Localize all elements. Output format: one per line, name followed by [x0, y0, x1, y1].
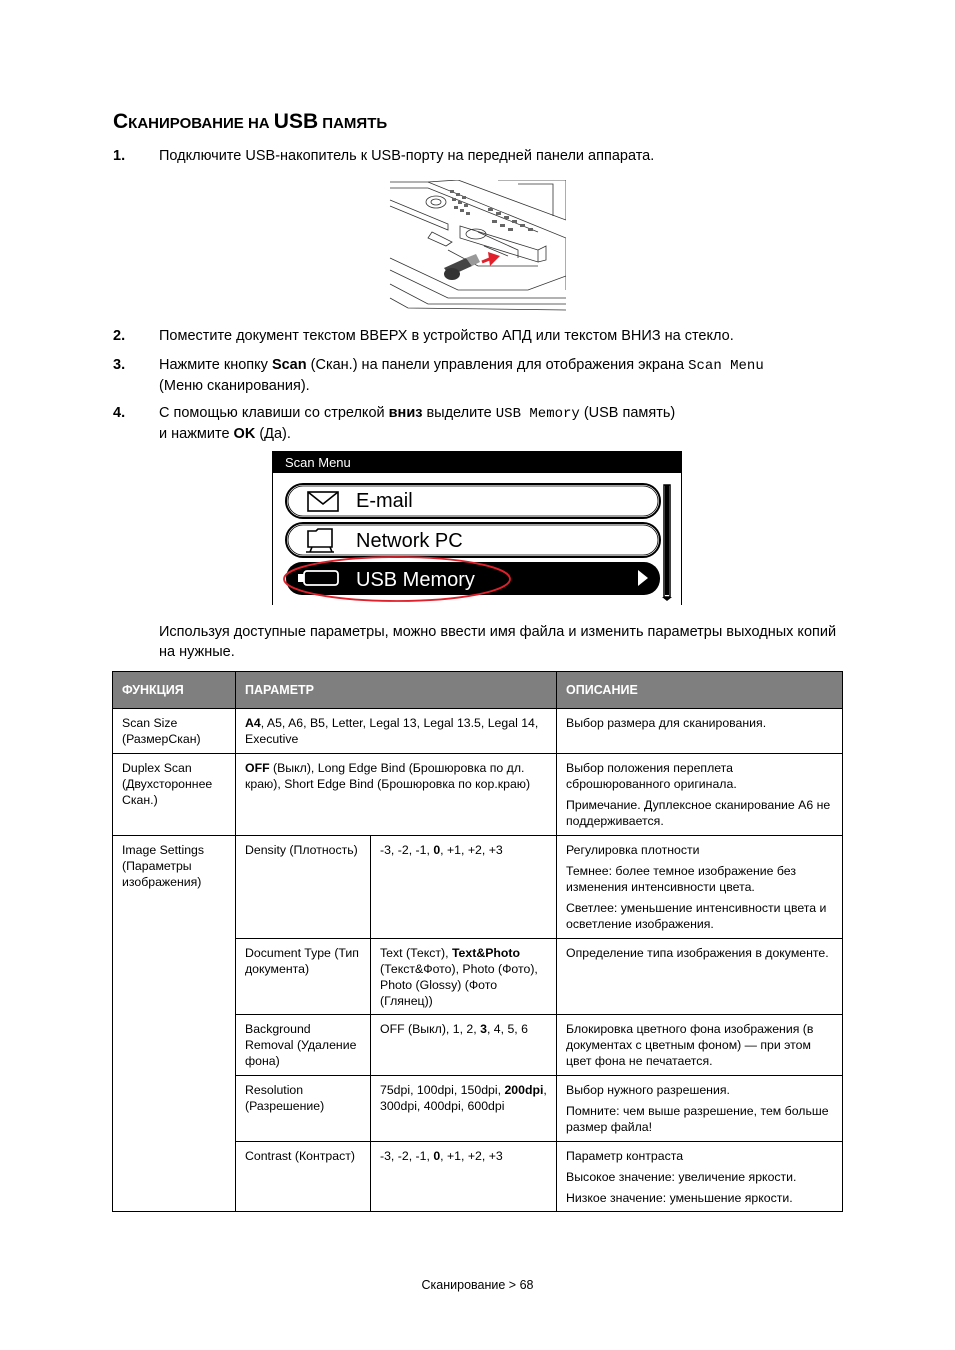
svg-text:USB Memory: USB Memory — [356, 569, 475, 591]
page-footer: Сканирование > 68 — [421, 1278, 534, 1292]
table-row: Document Type (Тип документа) Text (Текст), Text&Photo (Текст&Фото), Photo (Фото), Photo (Glossy) (Фото (Глянец)) Определение типа изображения в документе. — [113, 939, 843, 1015]
table-row: Contrast (Контраст) -3, -2, -1, 0, +1, +2, +3 Параметр контраста Высокое значение: увеличение яркости. Низкое значение: уменьшение яркости. — [113, 1142, 843, 1212]
table-header-row — [113, 672, 843, 709]
svg-text:Network PC: Network PC — [356, 530, 463, 552]
col-header-description: ОПИСАНИЕ — [557, 672, 843, 709]
scan-menu-screen — [272, 451, 682, 605]
table-row: Resolution (Разрешение) 75dpi, 100dpi, 150dpi, 200dpi, 300dpi, 400dpi, 600dpi Выбор нужного разрешения. Помните: чем выше разрешение, тем больше размер файла! — [113, 1076, 843, 1142]
intro-text: Используя доступные параметры, можно ввести имя файла и изменить параметры выходных копий на нужные. — [159, 624, 837, 660]
table-row: Background Removal (Удаление фона) OFF (Выкл), 1, 2, 3, 4, 5, 6 Блокировка цветного фона изображения (в документах с цветным фоном) — при этом цвет фона не печатается. — [113, 1015, 843, 1076]
parameters-table — [112, 671, 843, 1212]
table-row: Duplex Scan (Двухстороннее Скан.) OFF (Выкл), Long Edge Bind (Брошюровка по дл. краю), Short Edge Bind (Брошюровка по кор.краю) Выбор положения переплета сброшюрованного оригинала. Примечание. Дуплексное сканирование A6 не поддерживается. — [113, 754, 843, 836]
scan-menu-header: Scan Menu — [285, 455, 351, 470]
table-row: Scan Size (РазмерСкан) A4, A5, A6, B5, Letter, Legal 13, Legal 13.5, Legal 14, Executive Выбор размера для сканирования. — [113, 709, 843, 754]
menu-item-network-pc[interactable] — [286, 523, 660, 557]
section-title: СКАНИРОВАНИЕ НА USB ПАМЯТЬ — [113, 110, 388, 133]
svg-text:E-mail: E-mail — [356, 490, 413, 512]
col-header-function: ФУНКЦИЯ — [113, 672, 236, 709]
menu-item-email[interactable] — [286, 484, 660, 518]
col-header-parameter: ПАРАМЕТР — [236, 672, 557, 709]
table-row: Image Settings (Параметры изображения) Density (Плотность) -3, -2, -1, 0, +1, +2, +3 Регулировка плотности Темнее: более темное изображение без изменения интенсивности цвета. Светлее: уменьшение интенсивности цвета и осветление изображения. — [113, 836, 843, 939]
printer-usb-illustration — [388, 180, 566, 312]
menu-item-usb-memory[interactable] — [286, 562, 660, 595]
